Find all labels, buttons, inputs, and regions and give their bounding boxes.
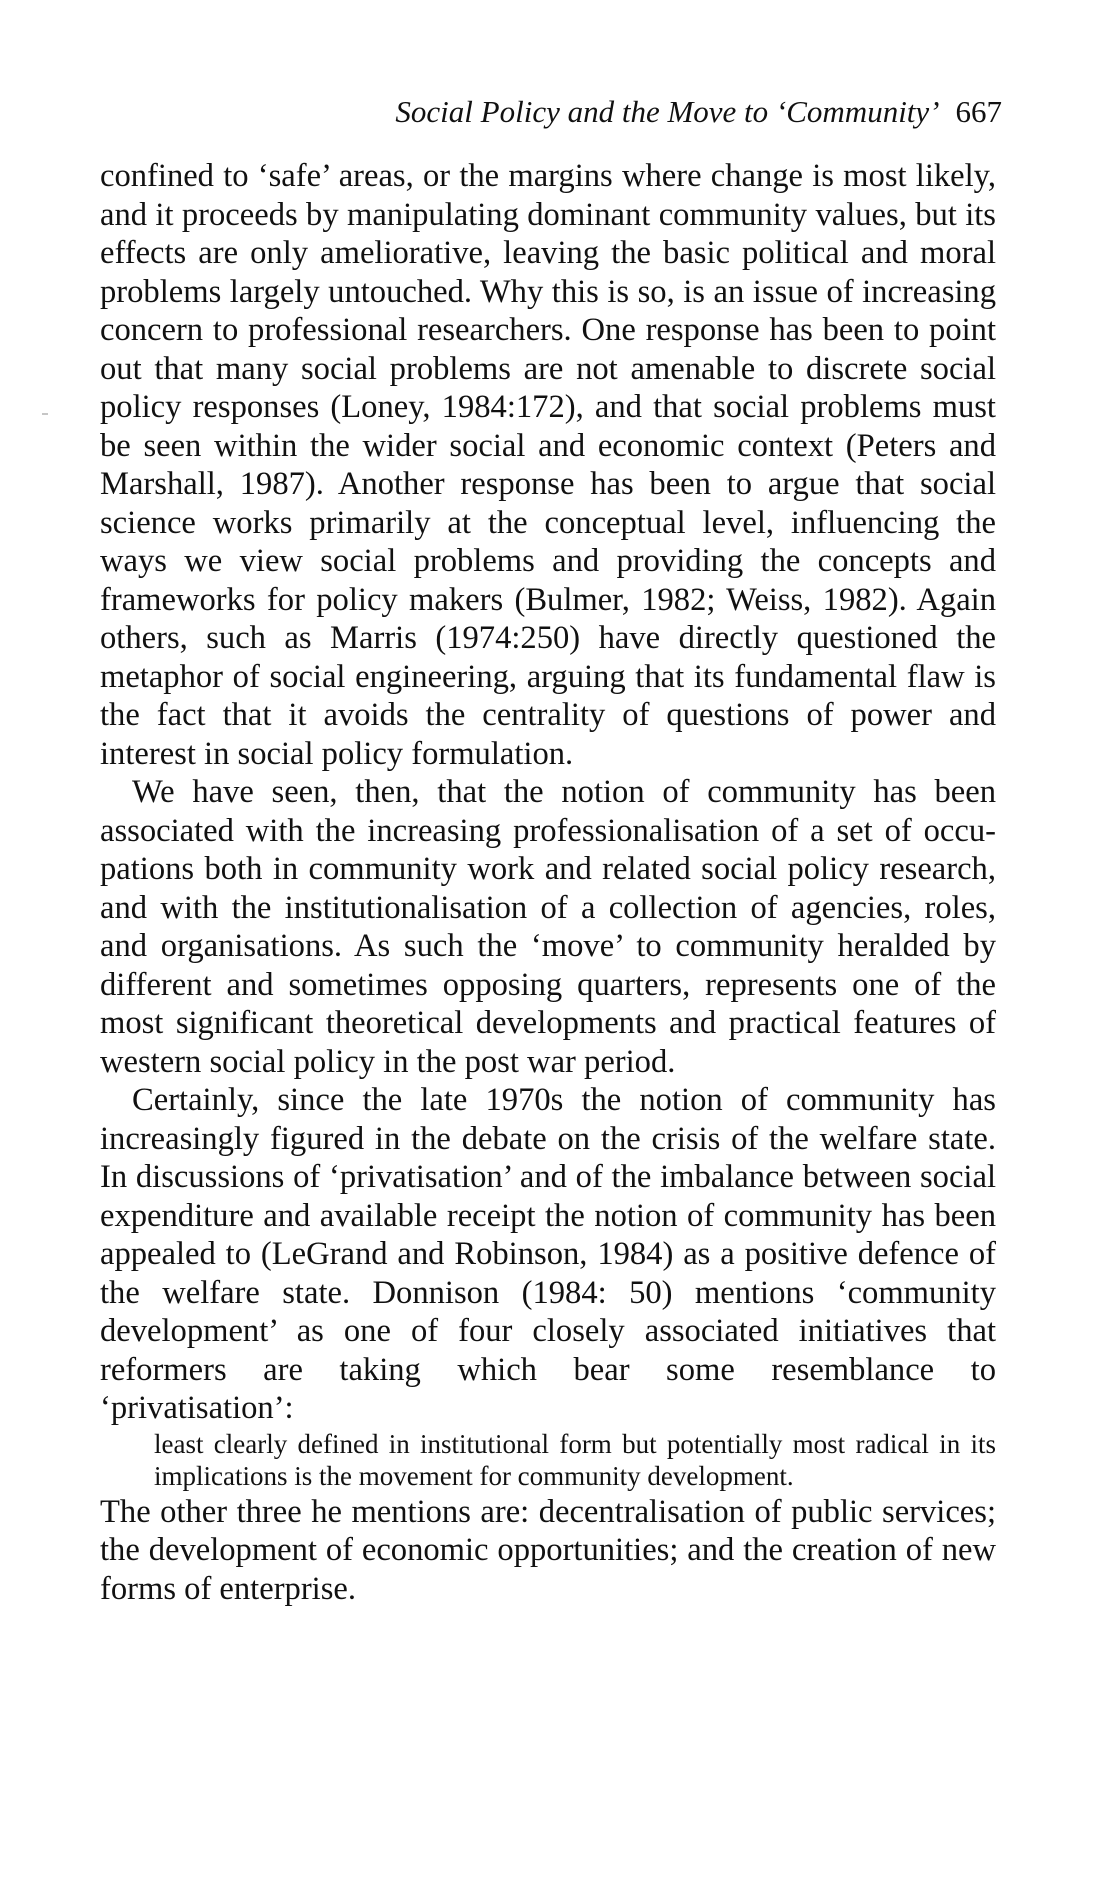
running-title: Social Policy and the Move to ‘Community’ <box>395 94 940 129</box>
page-number: 667 <box>955 94 1002 129</box>
paragraph-1: confined to ‘safe’ areas, or the margins where change is most likely, and it proceeds by manipulating dominant community values, but its effects are only ameliorative, leaving the basic political and moral problems largely untouched. Why this is so, is an issue of increasing concern to professional researchers. One response has been to point out that many social problems are not amenable to discrete social policy responses (Loney, 1984:172), and that social problems must be seen within the wider social and economic context (Peters and Marshall, 1987). Another response has been to argue that social science works primarily at the conceptual level, influencing the ways we view social problems and providing the concepts and frameworks for policy makers (Bulmer, 1982; Weiss, 1982). Again others, such as Marris (1974:250) have directly questioned the metaphor of social engineering, arguing that its fundamental flaw is the fact that it avoids the centrality of questions of power and interest in social policy formulation. <box>100 158 996 772</box>
margin-mark <box>42 413 48 415</box>
block-quote: least clearly defined in institutional form but potentially most radical in its implications is the movement for community development. <box>154 1428 996 1491</box>
body-text <box>100 157 996 1608</box>
closing-paragraph: The other three he mentions are: decentralisation of public services; the development of economic opportunities; and the creation of new forms of enterprise. <box>100 1493 996 1607</box>
paragraph-3: Certainly, since the late 1970s the notion of community has increasingly figured in the debate on the crisis of the welfare state. In discussions of ‘privatisation’ and of the imbalance between social expenditure and available receipt the notion of community has been appealed to (LeGrand and Robinson, 1984) as a positive defence of the welfare state. Donnison (1984: 50) mentions ‘community development’ as one of four closely associated initiatives that reformers are taking which bear some resemblance to ‘privatisation’: <box>100 1082 996 1426</box>
paragraph-2: We have seen, then, that the notion of community has been associated with the increasing professionalisation of a set of occupations both in community work and related social policy research, and with the institutionalisation of a collection of agencies, roles, and organisations. As such the ‘move’ to community heralded by different and sometimes opposing quarters, represents one of the most significant theoretical developments and practical features of western social policy in the post war period. <box>100 774 996 1080</box>
running-header <box>395 94 1002 130</box>
